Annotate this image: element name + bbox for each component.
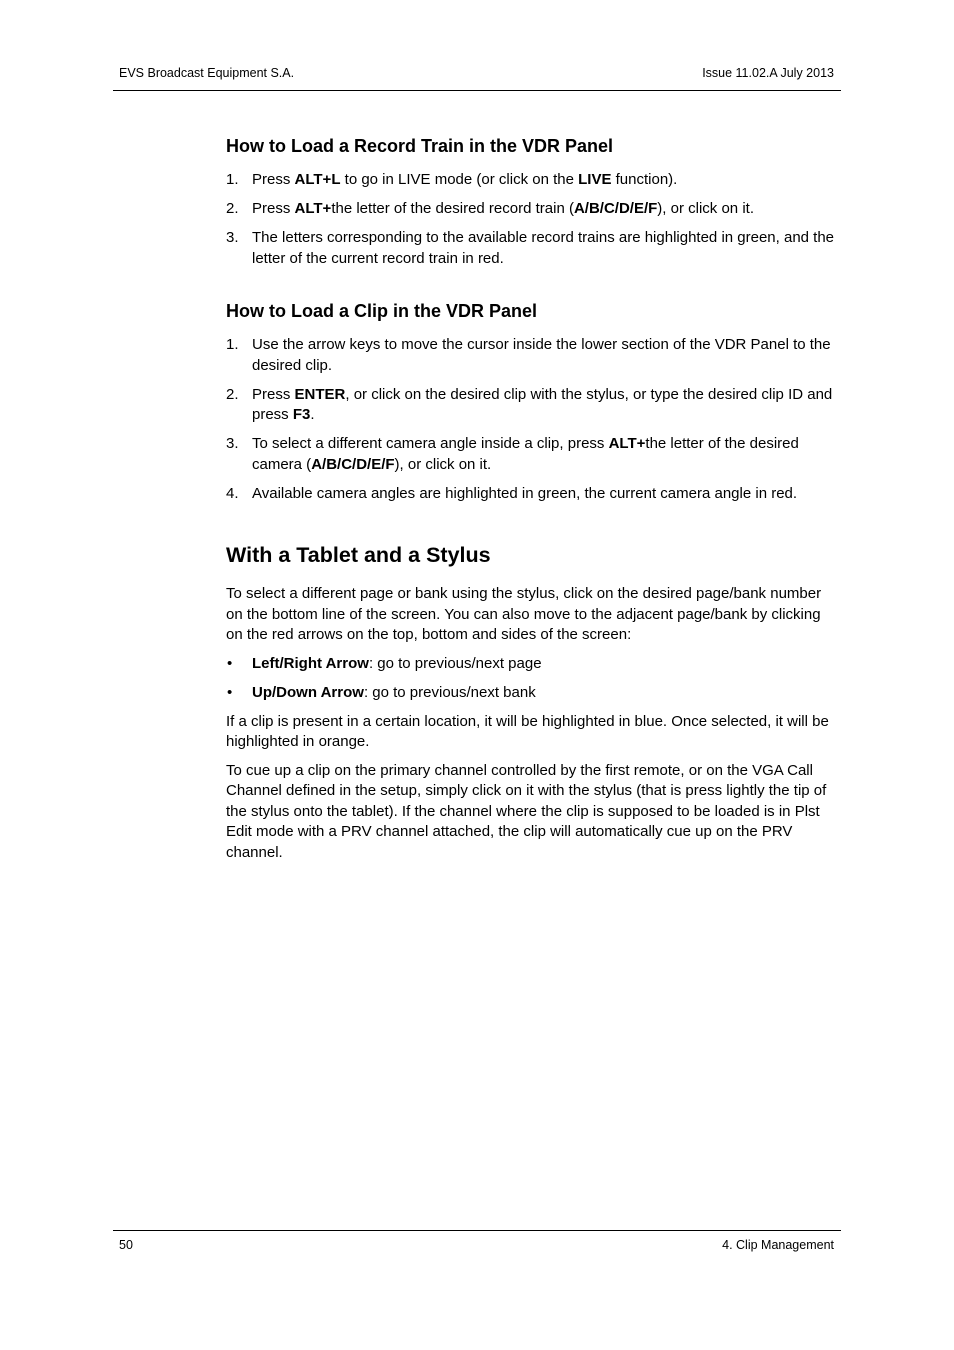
tablet-cue-paragraph: To cue up a clip on the primary channel controlled by the first remote, or on the VGA Call Channel defined in the setup, simply click on it with the stylus (that is press lightly the tip of the stylus onto the tablet). If the channel where the clip is supposed to be loaded is in Plst Edit mode with a PRV channel attached, the clip will automatically cue up on the PRV channel. [226, 761, 827, 861]
key-combo: ALT+L [294, 171, 341, 188]
step-number: 2. [226, 200, 239, 217]
header-company: EVS Broadcast Equipment S.A. [119, 66, 295, 80]
list-item: • Up/Down Arrow: go to previous/next bank [226, 683, 840, 704]
key-combo: ALT+ [294, 200, 332, 217]
tablet-intro: To select a different page or bank using the stylus, click on the desired page/bank number on the bottom line of the screen. You can also move to the adjacent page/bank by clicking on the red arrows on the top, bottom and sides of the screen: [226, 585, 822, 643]
header-rule [113, 90, 841, 91]
step-number: 2. [226, 385, 239, 403]
heading-tablet: With a Tablet and a Stylus [226, 543, 491, 567]
page-number: 50 [119, 1238, 133, 1252]
bullet: • [227, 654, 233, 672]
step-number: 1. [226, 336, 239, 353]
list-item: 2. Press ENTER, or click on the desired clip with the stylus, or type the desired clip ID and press F3. [226, 385, 833, 423]
footer-rule [113, 1230, 841, 1231]
list-item: 4. Available camera angles are highlighted in green, the current camera angle in red. [226, 484, 840, 505]
heading-clip: How to Load a Clip in the VDR Panel [226, 301, 538, 321]
list-item: • Left/Right Arrow: go to previous/next page [226, 654, 840, 675]
bullet: • [227, 683, 233, 701]
step-number: 4. [226, 484, 239, 502]
record-train-steps [226, 170, 840, 269]
list-item: 3. To select a different camera angle inside a clip, press ALT+the letter of the desired camera (A/B/C/D/E/F), or click on it. [226, 435, 799, 473]
key-combo: ALT+ [608, 435, 646, 452]
step-number: 3. [226, 229, 239, 246]
tablet-highlight-paragraph: If a clip is present in a certain location, it will be highlighted in blue. Once selected, it will be highlighted in orange. [226, 712, 829, 750]
arrow-bullets [226, 654, 840, 704]
list-item: 1. Use the arrow keys to move the cursor inside the lower section of the VDR Panel to the desired clip. [226, 336, 831, 374]
footer-chapter: 4. Clip Management [722, 1238, 834, 1252]
list-item: 3. The letters corresponding to the available record trains are highlighted in green, and the letter of the current record train in red. [226, 229, 835, 267]
key-combo: ENTER [294, 385, 346, 403]
list-item: 2. Press ALT+the letter of the desired record train (A/B/C/D/E/F), or click on it. [226, 199, 840, 220]
page-content [226, 135, 840, 871]
step-number: 1. [226, 171, 239, 188]
clip-steps [226, 335, 840, 504]
list-item: 1. Press ALT+L to go in LIVE mode (or click on the LIVE function). [226, 170, 840, 191]
header-issue: Issue 11.02.A July 2013 [702, 66, 834, 80]
step-number: 3. [226, 435, 239, 452]
heading-record-train: How to Load a Record Train in the VDR Panel [226, 136, 614, 156]
